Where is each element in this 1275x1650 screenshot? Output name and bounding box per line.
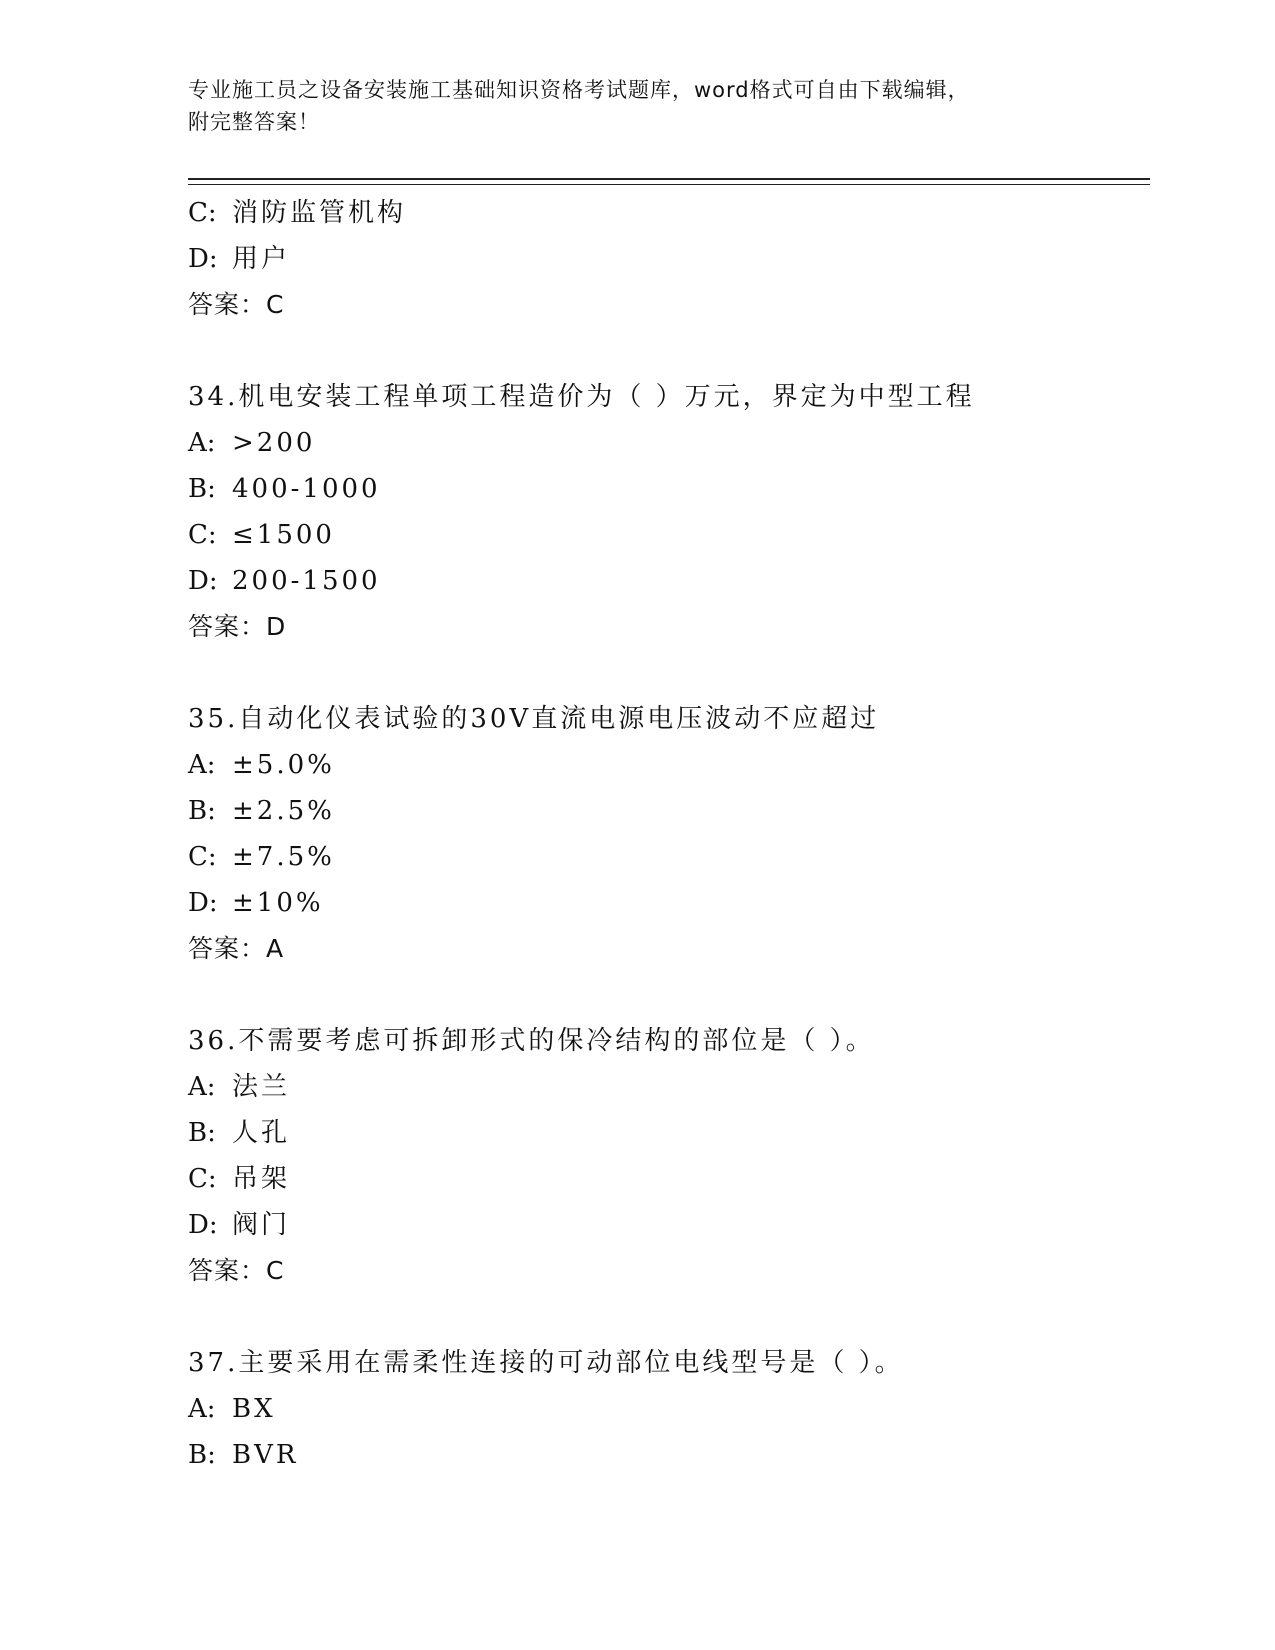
- option-label: B:: [188, 474, 216, 504]
- option-label: D:: [188, 566, 218, 596]
- option-a: [188, 742, 1148, 788]
- option-label: D:: [188, 888, 218, 918]
- question-stem: 34.机电安装工程单项工程造价为（ ）万元，界定为中型工程: [188, 382, 975, 412]
- option-label: A:: [188, 1072, 216, 1102]
- option-a: [188, 1386, 1148, 1432]
- answer-line: 答案：C: [188, 1256, 285, 1285]
- document-header: [188, 74, 1068, 138]
- option-d: [188, 880, 1148, 926]
- option-d: [188, 1202, 1148, 1248]
- option-label: A:: [188, 428, 216, 458]
- header-divider-thin: [188, 184, 1150, 185]
- option-label: A:: [188, 750, 216, 780]
- answer-line: 答案：A: [188, 934, 285, 963]
- question-list: [188, 190, 1148, 1478]
- option-a: [188, 420, 1148, 466]
- option-label: C:: [188, 520, 217, 550]
- option-text: 吊架: [232, 1164, 291, 1194]
- option-text: ±2.5%: [232, 796, 335, 826]
- option-b: [188, 1432, 1148, 1478]
- option-text: 人孔: [232, 1118, 291, 1148]
- option-text: BX: [232, 1394, 276, 1424]
- header-divider-thick: [188, 178, 1150, 180]
- option-label: B:: [188, 1440, 216, 1470]
- option-label: C:: [188, 1164, 217, 1194]
- option-c: [188, 834, 1148, 880]
- option-label: C:: [188, 198, 217, 228]
- option-b: [188, 466, 1148, 512]
- option-a: [188, 1064, 1148, 1110]
- question-stem: 37.主要采用在需柔性连接的可动部位电线型号是（ ）。: [188, 1348, 904, 1378]
- spacer: [188, 650, 1148, 696]
- option-text: ±5.0%: [232, 750, 335, 780]
- spacer: [188, 1294, 1148, 1340]
- question-stem: 35.自动化仪表试验的30V直流电源电压波动不应超过: [188, 704, 880, 734]
- spacer: [188, 328, 1148, 374]
- option-label: A:: [188, 1394, 216, 1424]
- question-stem: 36.不需要考虑可拆卸形式的保冷结构的部位是（ ）。: [188, 1026, 875, 1056]
- option-text: 400-1000: [232, 474, 381, 504]
- option-label: D:: [188, 244, 218, 274]
- option-text: 阀门: [232, 1210, 291, 1240]
- option-label: D:: [188, 1210, 218, 1240]
- answer-line: 答案：C: [188, 290, 285, 319]
- option-text: ±10%: [232, 888, 324, 918]
- option-label: C:: [188, 842, 217, 872]
- option-text: BVR: [232, 1440, 299, 1470]
- option-text: 消防监管机构: [232, 198, 407, 228]
- option-c: [188, 512, 1148, 558]
- option-b: [188, 788, 1148, 834]
- option-d: [188, 558, 1148, 604]
- header-line-2: 附完整答案！: [188, 110, 320, 134]
- header-line-1: 专业施工员之设备安装施工基础知识资格考试题库，word格式可自由下载编辑，: [188, 78, 970, 102]
- option-label: B:: [188, 1118, 216, 1148]
- answer-line: 答案：D: [188, 612, 287, 641]
- option-text: 用户: [232, 244, 291, 274]
- option-text: 法兰: [232, 1072, 291, 1102]
- spacer: [188, 972, 1148, 1018]
- option-label: B:: [188, 796, 216, 826]
- option-b: [188, 1110, 1148, 1156]
- option-text: >200: [232, 428, 316, 458]
- option-c: [188, 1156, 1148, 1202]
- option-text: ≤1500: [232, 520, 335, 550]
- option-text: 200-1500: [232, 566, 381, 596]
- option-text: ±7.5%: [232, 842, 335, 872]
- option-d: [188, 236, 1148, 282]
- option-c: [188, 190, 1148, 236]
